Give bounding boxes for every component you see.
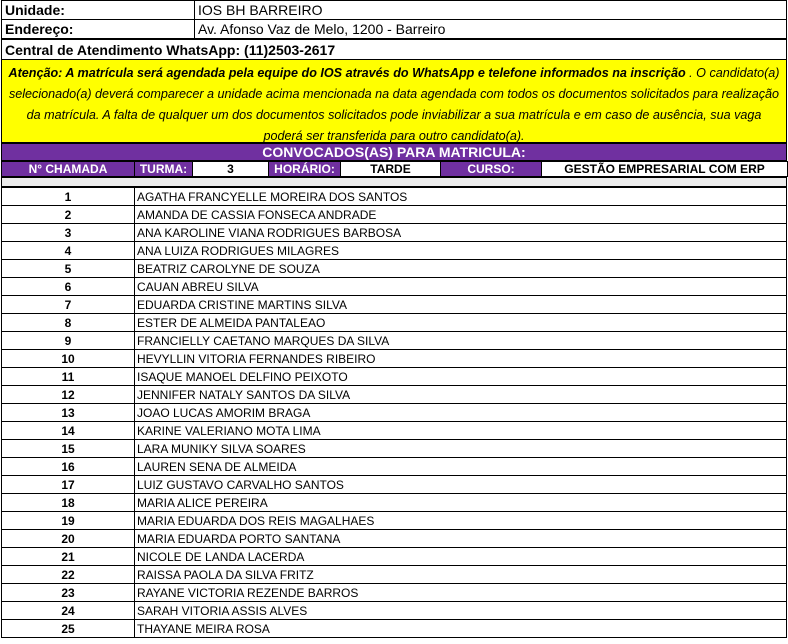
call-number: 4 bbox=[2, 242, 135, 260]
endereco-value: Av. Afonso Vaz de Melo, 1200 - Barreiro bbox=[195, 20, 787, 39]
call-number: 11 bbox=[2, 368, 135, 386]
table-row bbox=[2, 224, 787, 242]
candidate-name: RAISSA PAOLA DA SILVA FRITZ bbox=[135, 566, 787, 584]
call-number: 5 bbox=[2, 260, 135, 278]
call-number: 21 bbox=[2, 548, 135, 566]
candidate-name: MARIA ALICE PEREIRA bbox=[135, 494, 787, 512]
horario-label: HORÁRIO: bbox=[269, 162, 341, 177]
notice-text: . O candidato(a) selecionado(a) deverá comparecer a unidade acima mencionada na data agendada com todos os documentos solicitados para realização da matrícula. A falta de qualquer um dos documentos solicitados pode inviabilizar a sua matrícula e em caso de ausência, sua vaga poderá ser transferida para outro candidato(a). bbox=[8, 66, 780, 143]
table-row bbox=[2, 404, 787, 422]
n-chamada-header: N° CHAMADA bbox=[2, 162, 135, 177]
candidate-name: JENNIFER NATALY SANTOS DA SILVA bbox=[135, 386, 787, 404]
table-row bbox=[2, 260, 787, 278]
call-number: 25 bbox=[2, 620, 135, 638]
call-number: 3 bbox=[2, 224, 135, 242]
endereco-row bbox=[2, 20, 787, 39]
candidate-name: CAUAN ABREU SILVA bbox=[135, 278, 787, 296]
band-title: CONVOCADOS(AS) PARA MATRICULA: bbox=[2, 144, 787, 161]
call-number: 1 bbox=[2, 188, 135, 206]
table-row bbox=[2, 620, 787, 638]
table-row bbox=[2, 494, 787, 512]
table-row bbox=[2, 314, 787, 332]
table-row bbox=[2, 350, 787, 368]
table-row bbox=[2, 332, 787, 350]
candidate-name: ISAQUE MANOEL DELFINO PEIXOTO bbox=[135, 368, 787, 386]
table-row bbox=[2, 548, 787, 566]
central-whatsapp: Central de Atendimento WhatsApp: (11)2503-2617 bbox=[2, 40, 787, 60]
candidate-name: RAYANE VICTORIA REZENDE BARROS bbox=[135, 584, 787, 602]
candidate-name: AMANDA DE CASSIA FONSECA ANDRADE bbox=[135, 206, 787, 224]
spacer-row bbox=[1, 177, 787, 187]
table-row bbox=[2, 188, 787, 206]
notice-box bbox=[1, 60, 787, 143]
call-number: 18 bbox=[2, 494, 135, 512]
call-number: 16 bbox=[2, 458, 135, 476]
table-row bbox=[2, 206, 787, 224]
endereco-label: Endereço: bbox=[2, 20, 195, 39]
candidate-name: LUIZ GUSTAVO CARVALHO SANTOS bbox=[135, 476, 787, 494]
candidate-name: ESTER DE ALMEIDA PANTALEAO bbox=[135, 314, 787, 332]
call-number: 17 bbox=[2, 476, 135, 494]
curso-label: CURSO: bbox=[441, 162, 542, 177]
call-number: 12 bbox=[2, 386, 135, 404]
table-row bbox=[2, 566, 787, 584]
table-row bbox=[2, 584, 787, 602]
candidate-name: KARINE VALERIANO MOTA LIMA bbox=[135, 422, 787, 440]
candidate-name: ANA KAROLINE VIANA RODRIGUES BARBOSA bbox=[135, 224, 787, 242]
turma-label: TURMA: bbox=[135, 162, 193, 177]
call-number: 13 bbox=[2, 404, 135, 422]
call-number: 14 bbox=[2, 422, 135, 440]
call-number: 2 bbox=[2, 206, 135, 224]
curso-value: GESTÃO EMPRESARIAL COM ERP bbox=[542, 162, 788, 177]
table-row bbox=[2, 422, 787, 440]
call-number: 10 bbox=[2, 350, 135, 368]
table-row bbox=[2, 458, 787, 476]
candidate-name: NICOLE DE LANDA LACERDA bbox=[135, 548, 787, 566]
candidate-name: MARIA EDUARDA PORTO SANTANA bbox=[135, 530, 787, 548]
spacer-cell bbox=[2, 178, 787, 187]
call-number: 15 bbox=[2, 440, 135, 458]
call-number: 22 bbox=[2, 566, 135, 584]
candidate-name: HEVYLLIN VITORIA FERNANDES RIBEIRO bbox=[135, 350, 787, 368]
unidade-label: Unidade: bbox=[2, 1, 195, 20]
candidate-name: JOAO LUCAS AMORIM BRAGA bbox=[135, 404, 787, 422]
candidate-name: SARAH VITORIA ASSIS ALVES bbox=[135, 602, 787, 620]
table-row bbox=[2, 530, 787, 548]
call-number: 8 bbox=[2, 314, 135, 332]
table-row bbox=[2, 386, 787, 404]
candidate-name: ANA LUIZA RODRIGUES MILAGRES bbox=[135, 242, 787, 260]
info-table bbox=[1, 0, 787, 39]
header-table bbox=[1, 161, 788, 177]
table-row bbox=[2, 440, 787, 458]
table-row bbox=[2, 296, 787, 314]
candidate-name: AGATHA FRANCYELLE MOREIRA DOS SANTOS bbox=[135, 188, 787, 206]
candidate-name: EDUARDA CRISTINE MARTINS SILVA bbox=[135, 296, 787, 314]
call-number: 6 bbox=[2, 278, 135, 296]
turma-value: 3 bbox=[193, 162, 269, 177]
band-table bbox=[1, 143, 787, 161]
candidate-name: MARIA EDUARDA DOS REIS MAGALHAES bbox=[135, 512, 787, 530]
roster-body bbox=[2, 188, 787, 638]
call-number: 24 bbox=[2, 602, 135, 620]
call-number: 20 bbox=[2, 530, 135, 548]
enrollment-sheet bbox=[1, 0, 787, 638]
candidate-name: LAUREN SENA DE ALMEIDA bbox=[135, 458, 787, 476]
unidade-row bbox=[2, 1, 787, 20]
notice-bold: Atenção: A matrícula será agendada pela equipe do IOS através do WhatsApp e telefone informados na inscrição bbox=[8, 66, 686, 80]
table-row bbox=[2, 368, 787, 386]
table-row bbox=[2, 602, 787, 620]
central-table bbox=[1, 39, 787, 60]
candidate-name: LARA MUNIKY SILVA SOARES bbox=[135, 440, 787, 458]
call-number: 7 bbox=[2, 296, 135, 314]
table-row bbox=[2, 512, 787, 530]
call-number: 23 bbox=[2, 584, 135, 602]
candidate-name: FRANCIELLY CAETANO MARQUES DA SILVA bbox=[135, 332, 787, 350]
table-row bbox=[2, 278, 787, 296]
candidate-name: THAYANE MEIRA ROSA bbox=[135, 620, 787, 638]
call-number: 19 bbox=[2, 512, 135, 530]
call-number: 9 bbox=[2, 332, 135, 350]
unidade-value: IOS BH BARREIRO bbox=[195, 1, 787, 20]
table-row bbox=[2, 476, 787, 494]
table-row bbox=[2, 242, 787, 260]
roster-table bbox=[1, 187, 787, 638]
candidate-name: BEATRIZ CAROLYNE DE SOUZA bbox=[135, 260, 787, 278]
horario-value: TARDE bbox=[341, 162, 441, 177]
